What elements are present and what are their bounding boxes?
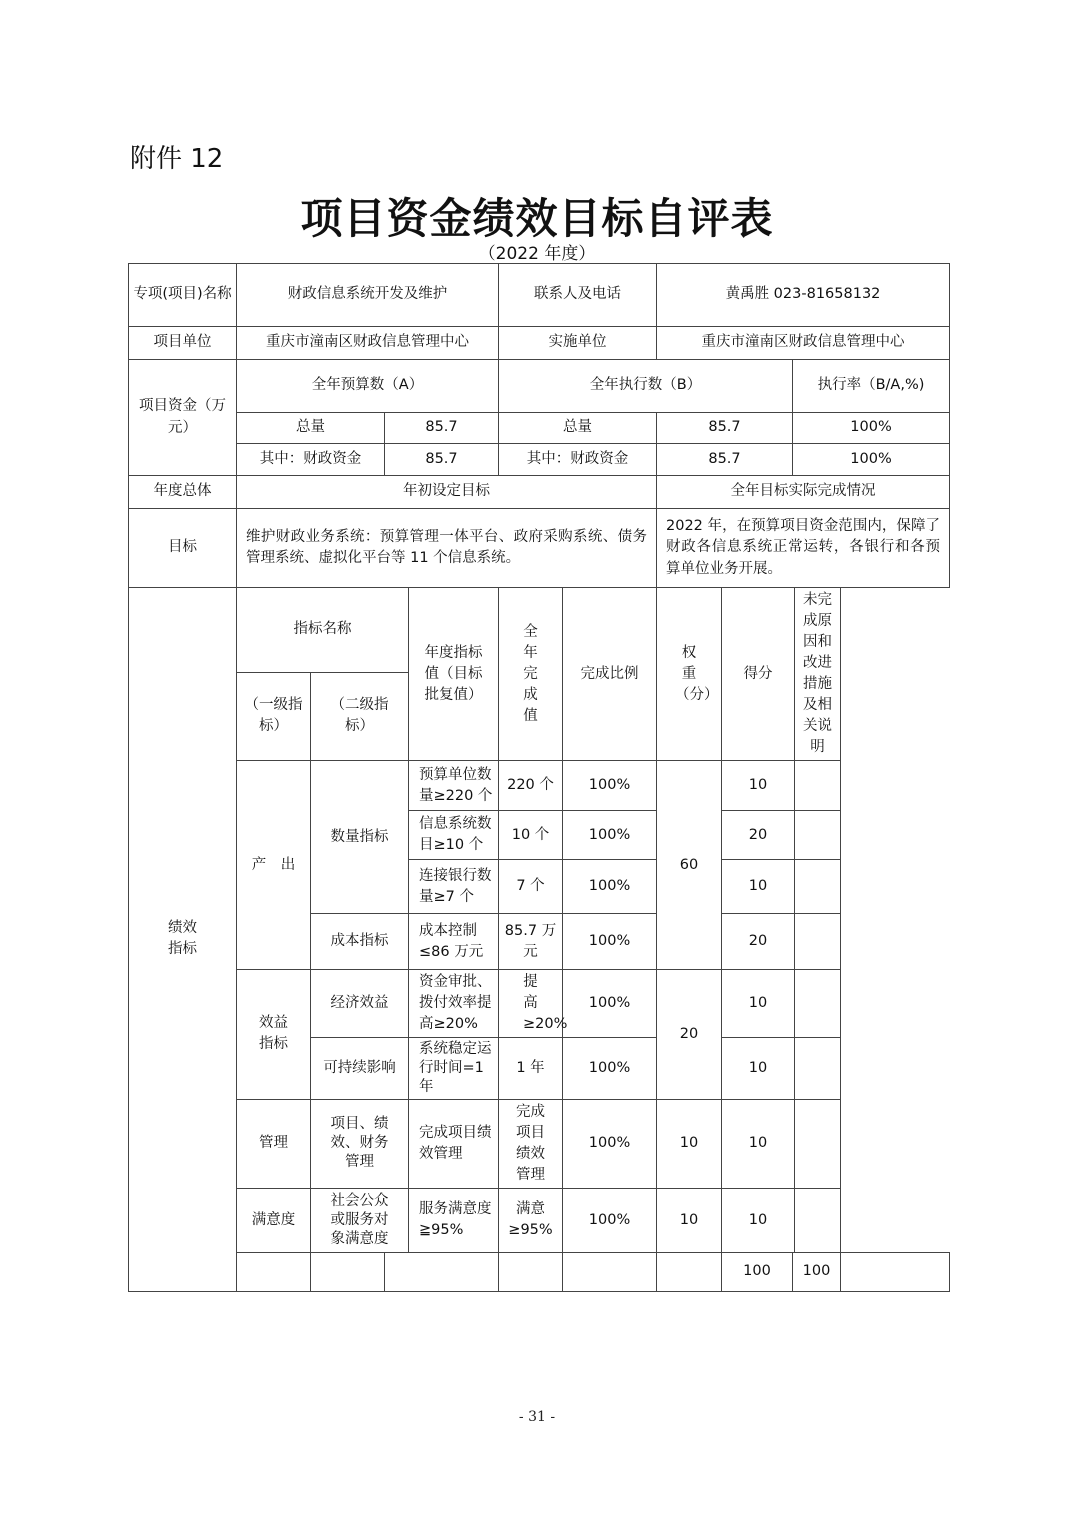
row1-target: 预算单位数量≥220 个 <box>409 761 499 811</box>
total-exec-label: 总量 <box>499 413 657 444</box>
row7-ratio: 100% <box>563 1099 657 1188</box>
row2-actual: 10 个 <box>499 811 563 860</box>
row1-score: 10 <box>722 761 795 811</box>
unit-row <box>129 327 950 360</box>
total-exec: 85.7 <box>657 413 793 444</box>
row5-notes <box>795 970 841 1038</box>
totals-blank-6 <box>657 1252 722 1291</box>
impl-unit-value: 重庆市潼南区财政信息管理中心 <box>657 327 950 360</box>
unit-label: 项目单位 <box>129 327 237 360</box>
row3-notes <box>795 860 841 914</box>
row6-actual: 1 年 <box>499 1038 563 1100</box>
fiscal-exec-label: 其中：财政资金 <box>499 444 657 476</box>
table-row <box>129 1099 950 1188</box>
row5-actual: 提高≥20% <box>499 970 563 1038</box>
goals-row <box>129 509 950 588</box>
totals-blank-1 <box>237 1252 311 1291</box>
budget-header: 全年预算数（A） <box>237 360 499 413</box>
overall-label: 年度总体 <box>129 476 237 509</box>
row6-notes <box>795 1038 841 1100</box>
contact-label: 联系人及电话 <box>499 264 657 327</box>
rate-header: 执行率（B/A,%) <box>793 360 950 413</box>
actual-value-header: 全年完成值 <box>499 588 563 761</box>
row8-ratio: 100% <box>563 1188 657 1252</box>
contact-value: 黄禹胜 023-81658132 <box>657 264 950 327</box>
totals-blank-7 <box>841 1252 950 1291</box>
goals-header-row <box>129 476 950 509</box>
actual-goal-header: 全年目标实际完成情况 <box>657 476 950 509</box>
impl-unit-label: 实施单位 <box>499 327 657 360</box>
row7-actual: 完成项目绩效管理 <box>499 1099 563 1188</box>
row3-actual: 7 个 <box>499 860 563 914</box>
satisfaction-group: 满意度 <box>237 1188 311 1252</box>
funds-header-row <box>129 360 950 413</box>
table-row <box>129 970 950 1038</box>
page-number: - 31 - <box>518 1409 556 1425</box>
output-weight: 60 <box>657 761 722 970</box>
row4-score: 20 <box>722 914 795 970</box>
project-name: 财政信息系统开发及维护 <box>237 264 499 327</box>
row1-ratio: 100% <box>563 761 657 811</box>
row5-score: 10 <box>722 970 795 1038</box>
page-subtitle: （2022 年度） <box>478 244 596 264</box>
row8-notes <box>795 1188 841 1252</box>
level2-header: （二级指标） <box>311 672 409 760</box>
unit-value: 重庆市潼南区财政信息管理中心 <box>237 327 499 360</box>
row6-score: 10 <box>722 1038 795 1100</box>
totals-row <box>129 1252 950 1291</box>
row3-score: 10 <box>722 860 795 914</box>
row7-score: 10 <box>722 1099 795 1188</box>
project-name-label: 专项(项目)名称 <box>129 264 237 327</box>
funds-total-row <box>129 413 950 444</box>
table-row <box>129 761 950 811</box>
row7-target: 完成项目绩效管理 <box>409 1099 499 1188</box>
indicator-header-row <box>129 588 950 673</box>
manage-indicator: 项目、绩效、财务管理 <box>311 1099 409 1188</box>
row7-notes <box>795 1099 841 1188</box>
row2-notes <box>795 811 841 860</box>
benefit-weight: 20 <box>657 970 722 1100</box>
satisfaction-indicator: 社会公众或服务对象满意度 <box>311 1188 409 1252</box>
row1-notes <box>795 761 841 811</box>
actual-goal-text: 2022 年，在预算项目资金范围内，保障了财政各信息系统正常运转，各银行和各预算单位业务开展。 <box>657 509 950 588</box>
totals-blank-3 <box>385 1252 499 1291</box>
fiscal-budget: 85.7 <box>385 444 499 476</box>
row8-actual: 满意≥95% <box>499 1188 563 1252</box>
row5-target: 资金审批、拨付效率提高≥20% <box>409 970 499 1038</box>
row6-ratio: 100% <box>563 1038 657 1100</box>
economic-indicator: 经济效益 <box>311 970 409 1038</box>
row4-ratio: 100% <box>563 914 657 970</box>
total-score: 100 <box>793 1252 841 1291</box>
cost-indicator: 成本指标 <box>311 914 409 970</box>
totals-blank-4 <box>499 1252 563 1291</box>
total-label: 总量 <box>237 413 385 444</box>
score-header: 得分 <box>722 588 795 761</box>
total-rate: 100% <box>793 413 950 444</box>
row4-actual: 85.7 万元 <box>499 914 563 970</box>
weight-header: 权重（分） <box>657 588 722 761</box>
funds-fiscal-row <box>129 444 950 476</box>
manage-group: 管理 <box>237 1099 311 1188</box>
row3-target: 连接银行数量≥7 个 <box>409 860 499 914</box>
total-weight: 100 <box>722 1252 793 1291</box>
fiscal-label: 其中：财政资金 <box>237 444 385 476</box>
exec-header: 全年执行数（B） <box>499 360 793 413</box>
row4-notes <box>795 914 841 970</box>
target-label: 目标 <box>129 509 237 588</box>
satisfaction-weight: 10 <box>657 1188 722 1252</box>
row5-ratio: 100% <box>563 970 657 1038</box>
table-row <box>129 1188 950 1252</box>
evaluation-table <box>128 263 950 1292</box>
ratio-header: 完成比例 <box>563 588 657 761</box>
manage-weight: 10 <box>657 1099 722 1188</box>
target-value-header: 年度指标值（目标批复值） <box>409 588 499 761</box>
attachment-label: 附件 12 <box>130 144 224 174</box>
initial-goal-header: 年初设定目标 <box>237 476 657 509</box>
benefit-group: 效益指标 <box>237 970 311 1100</box>
row8-target: 服务满意度≧95% <box>409 1188 499 1252</box>
row2-target: 信息系统数目≥10 个 <box>409 811 499 860</box>
quantity-indicator: 数量指标 <box>311 761 409 914</box>
row6-target: 系统稳定运行时间=1 年 <box>409 1038 499 1100</box>
funds-label: 项目资金（万元） <box>129 360 237 476</box>
total-budget: 85.7 <box>385 413 499 444</box>
indicators-label: 绩效指标 <box>129 588 237 1292</box>
row8-score: 10 <box>722 1188 795 1252</box>
notes-header: 未完成原因和改进措施及相关说明 <box>795 588 841 761</box>
output-group: 产 出 <box>237 761 311 970</box>
row4-target: 成本控制≤86 万元 <box>409 914 499 970</box>
fiscal-exec: 85.7 <box>657 444 793 476</box>
row2-ratio: 100% <box>563 811 657 860</box>
initial-goal-text: 维护财政业务系统：预算管理一体平台、政府采购系统、债务管理系统、虚拟化平台等 11 个信息系统。 <box>237 509 657 588</box>
sustainable-indicator: 可持续影响 <box>311 1038 409 1100</box>
fiscal-rate: 100% <box>793 444 950 476</box>
page-title: 项目资金绩效目标自评表 <box>300 194 774 243</box>
totals-blank-5 <box>563 1252 657 1291</box>
totals-blank-2 <box>311 1252 385 1291</box>
project-name-row <box>129 264 950 327</box>
row2-score: 20 <box>722 811 795 860</box>
row3-ratio: 100% <box>563 860 657 914</box>
level1-header: （一级指标） <box>237 672 311 760</box>
row1-actual: 220 个 <box>499 761 563 811</box>
indicator-name-header: 指标名称 <box>237 588 409 673</box>
